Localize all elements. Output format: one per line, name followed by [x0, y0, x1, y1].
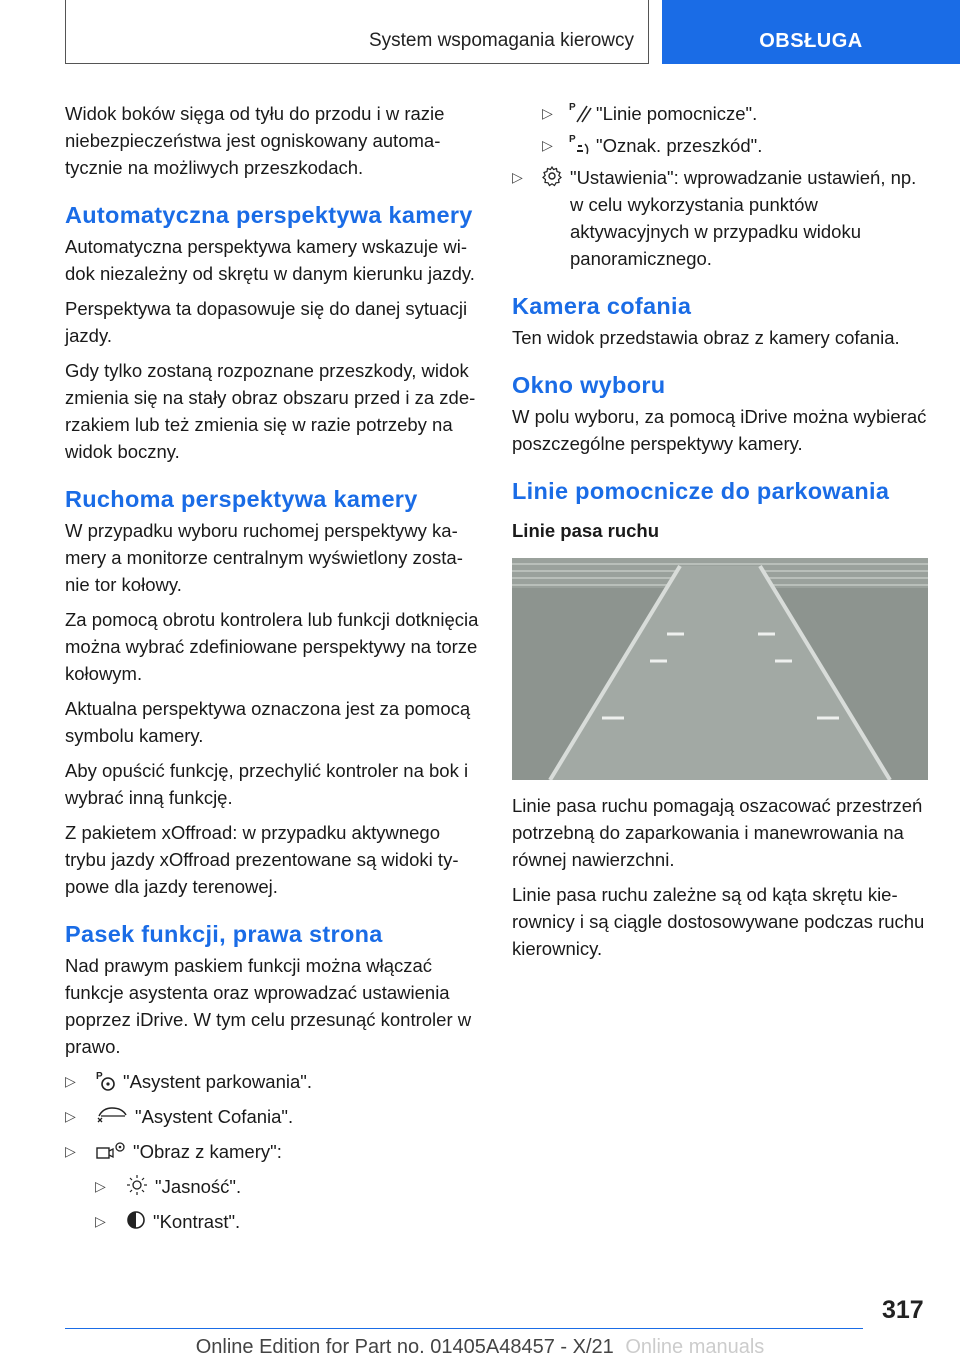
bullet-text: "Linie pomocnicze". — [596, 103, 758, 124]
footer-edition: Online Edition for Part no. 01405A48457 - X/21 — [195, 1336, 614, 1358]
header-section-title: System wspomagania kierowcy — [368, 30, 634, 51]
paragraph: Aktualna perspektywa oznaczona jest za pomocą symbolu kamery. — [65, 698, 471, 746]
svg-text:P: P — [96, 1071, 103, 1082]
bullet-triangle-icon: ▷ — [65, 1108, 76, 1124]
list-item — [512, 100, 932, 127]
bullet-text: "Asystent Cofania". — [135, 1106, 294, 1127]
bullet-triangle-icon: ▷ — [95, 1178, 106, 1194]
bullet-triangle-icon: ▷ — [542, 105, 553, 121]
list-item — [512, 132, 932, 159]
list-item — [65, 1068, 480, 1098]
camera-lane-lines-image — [512, 558, 928, 780]
paragraph: Gdy tylko zostaną rozpoznane przeszkody, widok zmienia się na stały obraz obszaru przed i za zderzakiem lub też zmienia się w razie potrzeby na widok boczny. — [65, 360, 476, 462]
paragraph: Za pomocą obrotu kontrolera lub funkcji dotknięcia można wybrać zdefiniowane perspektywy na torze kołowym. — [65, 609, 479, 684]
bullet-triangle-icon: ▷ — [512, 169, 523, 185]
intro-paragraph: Widok boków sięga od tyłu do przodu i w razie niebezpieczeństwa jest ogniskowany automatycznie na możliwych przeszkodach. — [65, 103, 445, 178]
paragraph: Perspektywa ta dopasowuje się do danej sytuacji jazdy. — [65, 298, 468, 346]
help-lines-icon — [568, 100, 592, 131]
contrast-icon — [125, 1209, 147, 1238]
list-item — [65, 1173, 480, 1203]
bullet-text: "Oznak. przeszkód". — [596, 135, 763, 156]
bullet-text: "Kontrast". — [153, 1211, 241, 1232]
svg-text:P: P — [569, 102, 576, 113]
bullet-text: "Asystent parkowania". — [123, 1071, 312, 1092]
bullet-text: "Obraz z kamery": — [133, 1141, 282, 1162]
camera-settings-icon — [95, 1139, 127, 1168]
paragraph: W polu wyboru, za pomocą iDrive można wybierać poszczególne perspektywy kamery. — [512, 406, 927, 454]
heading-selection-window: Okno wyboru — [512, 372, 666, 398]
paragraph: Ten widok przedstawia obraz z kamery cofania. — [512, 327, 900, 348]
obstacle-marking-icon — [568, 132, 592, 163]
paragraph: W przypadku wyboru ruchomej perspektywy kamery a monitorze centralnym wyświetlony zostanie tor kołowy. — [65, 520, 463, 595]
brightness-icon — [125, 1174, 149, 1203]
paragraph: Aby opuścić funkcję, przechylić kontroler na bok i wybrać inną funkcję. — [65, 760, 469, 808]
reverse-assist-icon — [95, 1104, 129, 1133]
list-item — [65, 1103, 480, 1133]
heading-moving-perspective: Ruchoma perspektywa kamery — [65, 486, 418, 512]
bullet-triangle-icon: ▷ — [65, 1143, 76, 1159]
bullet-triangle-icon: ▷ — [65, 1073, 76, 1089]
heading-auto-perspective: Automatyczna perspektywa kamery — [65, 202, 473, 228]
footer-site[interactable]: Online manuals — [625, 1336, 765, 1358]
footer — [0, 1336, 960, 1359]
paragraph: Automatyczna perspektywa kamery wskazuje widok niezależny od skrętu w danym kierunku jazdy. — [65, 236, 475, 284]
paragraph: Linie pasa ruchu pomagają oszacować przestrzeń potrzebną do zaparkowania i manewrowania na równej nawierzchni. — [512, 795, 923, 870]
paragraph: Linie pasa ruchu zależne są od kąta skrętu kierownicy i są ciągle dostosowywane podczas ruchu kierownicy. — [512, 884, 925, 959]
park-assist-icon — [95, 1069, 117, 1098]
list-item — [65, 1208, 480, 1238]
list-item — [512, 164, 932, 272]
subheading-lane-lines: Linie pasa ruchu — [512, 520, 660, 541]
list-item — [65, 1138, 480, 1168]
page-number: 317 — [882, 1296, 924, 1324]
header-tab[interactable] — [662, 0, 960, 64]
left-column — [65, 100, 480, 1243]
svg-text:P: P — [569, 134, 576, 145]
heading-parking-lines: Linie pomocnicze do parkowania — [512, 478, 890, 504]
settings-gear-icon — [540, 164, 564, 195]
footer-divider — [65, 1328, 863, 1329]
heading-rear-camera: Kamera cofania — [512, 293, 692, 319]
paragraph: Nad prawym paskiem funkcji można włączać funkcje asystenta oraz wprowadzać ustawienia poprzez iDrive. W tym celu przesunąć kontroler w prawo. — [65, 955, 472, 1057]
heading-function-bar: Pasek funkcji, prawa strona — [65, 921, 383, 947]
bullet-text: "Jasność". — [155, 1176, 242, 1197]
right-column — [512, 100, 932, 970]
header-tab-label: OBSŁUGA — [759, 30, 863, 52]
header-box — [65, 0, 649, 64]
bullet-triangle-icon: ▷ — [542, 137, 553, 153]
bullet-triangle-icon: ▷ — [95, 1213, 106, 1229]
bullet-text: "Ustawienia": wprowadzanie ustawień, np. w celu wykorzystania punktów aktywacyjnych w przypadku widoku panoramicznego. — [570, 167, 917, 269]
paragraph: Z pakietem xOffroad: w przypadku aktywnego trybu jazdy xOffroad prezentowane są widoki typowe dla jazdy terenowej. — [65, 822, 459, 897]
